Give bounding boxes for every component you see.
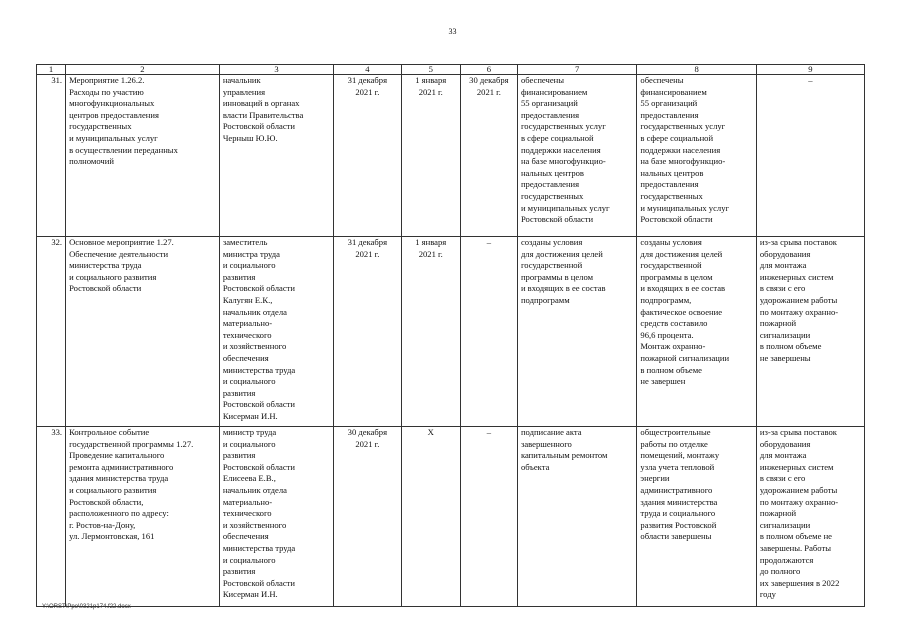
fact-end-date: – (460, 237, 517, 427)
table-row (37, 237, 865, 427)
fact-start-date: 1 января 2021 г. (401, 237, 460, 427)
page-number: 33 (448, 27, 457, 36)
problems-text: из-за срыва поставок оборудования для монтажа инженерных систем в связи с его удорожанием работы по монтажу охранно- пожарной сигнализации в полном объеме не завершены (756, 237, 864, 427)
header-cell: 6 (460, 65, 517, 75)
responsible-person: начальник управления инноваций в органах власти Правительства Ростовской области Черныш Ю.Ю. (219, 75, 333, 237)
achieved-result: созданы условия для достижения целей государственной программы в целом и входящих в ее состав подпрограмм, фактическое освоение средств составило 96,6 процента. Монтаж охранно- пожарной сигнализации в полном объеме не завершен (637, 237, 756, 427)
problems-text: – (756, 75, 864, 237)
table-row (37, 75, 865, 237)
header-cell: 7 (517, 65, 636, 75)
plan-end-date: 31 декабря 2021 г. (334, 237, 402, 427)
plan-end-date: 31 декабря 2021 г. (334, 75, 402, 237)
activity-name: Контрольное событие государственной программы 1.27. Проведение капитального ремонта административного здания министерства труда и социального развития Ростовской области, расположенного по адресу: г. Ростов-на-Дону, ул. Лермонтовская, 161 (66, 427, 220, 607)
achieved-result: общестроительные работы по отделке помещений, монтажу узла учета тепловой энергии административного здания министерства труда и социального развития Ростовской области завершены (637, 427, 756, 607)
planned-result: обеспечены финансированием 55 организаций предоставления государственных услуг в сфере социальной поддержки населения на базе многофункцио- нальных центров предоставления государственных и муниципальных услуг Ростовской области (517, 75, 636, 237)
table-row (37, 427, 865, 607)
header-cell: 9 (756, 65, 864, 75)
fact-start-date: 1 января 2021 г. (401, 75, 460, 237)
planned-result: подписание акта завершенного капитальным ремонтом объекта (517, 427, 636, 607)
plan-end-date: 30 декабря 2021 г. (334, 427, 402, 607)
header-cell: 8 (637, 65, 756, 75)
header-row (37, 65, 865, 75)
report-table (36, 64, 865, 607)
fact-start-date: Х (401, 427, 460, 607)
row-number: 32. (37, 237, 66, 427)
row-number: 33. (37, 427, 66, 607)
fact-end-date: – (460, 427, 517, 607)
header-cell: 5 (401, 65, 460, 75)
header-cell: 4 (334, 65, 402, 75)
header-cell: 2 (66, 65, 220, 75)
header-cell: 1 (37, 65, 66, 75)
planned-result: созданы условия для достижения целей государственной программы в целом и входящих в ее состав подпрограмм (517, 237, 636, 427)
row-number: 31. (37, 75, 66, 237)
fact-end-date: 30 декабря 2021 г. (460, 75, 517, 237)
activity-name: Основное мероприятие 1.27. Обеспечение деятельности министерства труда и социального развития Ростовской области (66, 237, 220, 427)
achieved-result: обеспечены финансированием 55 организаций предоставления государственных услуг в сфере социальной поддержки населения на базе многофункцио- нальных центров предоставления государственных и муниципальных услуг Ростовской области (637, 75, 756, 237)
file-path-footer: Y:\ORST\Ppo\0321p174.f22.docx (42, 604, 131, 610)
responsible-person: заместитель министра труда и социального развития Ростовской области Калугян Е.К., начальник отдела материально- технического и хозяйственного обеспечения министерства труда и социального развития Ростовской области Кисерман И.Н. (219, 237, 333, 427)
header-cell: 3 (219, 65, 333, 75)
activity-name: Мероприятие 1.26.2. Расходы по участию многофункциональных центров предоставления государственных и муниципальных услуг в осуществлении переданных полномочий (66, 75, 220, 237)
problems-text: из-за срыва поставок оборудования для монтажа инженерных систем в связи с его удорожанием работы по монтажу охранно- пожарной сигнализации в полном объеме не завершены. Работы продолжаются до полного их завершения в 2022 году (756, 427, 864, 607)
responsible-person: министр труда и социального развития Ростовской области Елисеева Е.В., начальник отдела материально- технического и хозяйственного обеспечения министерства труда и социального развития Ростовской области Кисерман И.Н. (219, 427, 333, 607)
